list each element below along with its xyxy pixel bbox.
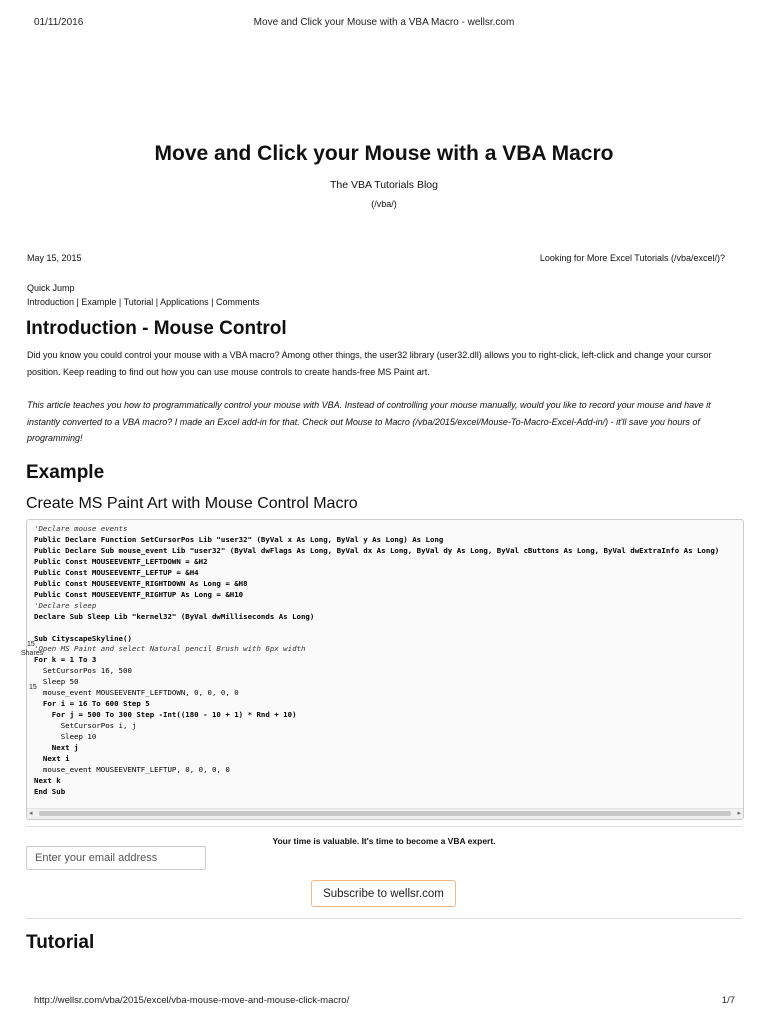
newsletter-tagline: Your time is valuable. It's time to become a VBA expert. (272, 836, 496, 846)
code-block[interactable] (26, 519, 744, 820)
intro-italic-paragraph: This article teaches you how to programmatically control your mouse with VBA. Instead of controlling your mouse manually, would you like to record your mouse and have it instantly converted to a VBA macro? I made an Excel add-in for that. Check out Mouse to Macro (/vba/2015/excel/Mouse-To-Macro-Excel-Add-in/) - it'll save you hours of programming! (27, 400, 711, 443)
quick-jump-separator: | (153, 297, 161, 307)
scrollbar-thumb[interactable] (39, 811, 731, 816)
code-line: For j = 500 To 300 Step -Int((180 - 10 + 1) * Rnd + 10) (34, 710, 297, 720)
code-line: Next i (34, 754, 70, 764)
share-count: 15 (27, 641, 35, 648)
quick-jump-label: Quick Jump (27, 283, 75, 293)
code-line: mouse_event MOUSEEVENTF_LEFTUP, 0, 0, 0, 0 (34, 764, 230, 774)
post-date: May 15, 2015 (27, 253, 82, 263)
code-line: Public Const MOUSEEVENTF_LEFTDOWN = &H2 (34, 556, 208, 566)
quick-jump-applications[interactable]: Applications (160, 297, 209, 307)
quick-jump-nav (27, 297, 260, 307)
code-line: 'Open MS Paint and select Natural pencil Brush with 6px width (34, 644, 306, 654)
quick-jump-comments[interactable]: Comments (215, 297, 260, 307)
code-line: Public Declare Function SetCursorPos Lib "user32" (ByVal x As Long, ByVal y As Long) As Long (34, 534, 444, 544)
print-date: 01/11/2016 (34, 17, 84, 28)
code-line: Sub CityscapeSkyline() (34, 633, 132, 643)
scroll-left-icon[interactable]: ◂ (29, 810, 33, 817)
code-line: SetCursorPos i, j (34, 721, 137, 731)
code-line: End Sub (34, 786, 66, 796)
code-text[interactable] (34, 524, 719, 798)
blog-name[interactable]: The VBA Tutorials Blog (330, 179, 438, 191)
example-heading: Example (26, 462, 105, 483)
email-input[interactable] (26, 846, 206, 870)
code-line: 'Declare mouse events (34, 524, 128, 533)
example-subheading: Create MS Paint Art with Mouse Control Macro (26, 495, 358, 512)
quick-jump-separator: | (116, 297, 124, 307)
quick-jump-separator: | (208, 297, 216, 307)
code-line: Sleep 50 (34, 677, 79, 687)
code-line: Declare Sub Sleep Lib "kernel32" (ByVal dwMilliseconds As Long) (34, 611, 315, 621)
tutorial-heading: Tutorial (26, 932, 95, 953)
print-url: http://wellsr.com/vba/2015/excel/vba-mouse-move-and-mouse-click-macro/ (34, 995, 350, 1006)
intro-heading: Introduction - Mouse Control (26, 318, 287, 339)
intro-paragraph: Did you know you could control your mouse with a VBA macro? Among other things, the user32 library (user32.dll) allows you to right-click, left-click and change your cursor position. Keep reading to find out how you can use mouse controls to create hands-free MS Paint art. (27, 350, 712, 377)
subscribe-button[interactable]: Subscribe to wellsr.com (311, 880, 456, 907)
code-line: For i = 16 To 600 Step 5 (34, 699, 150, 709)
code-line: Next j (34, 743, 79, 753)
divider (26, 918, 742, 919)
code-line: 'Declare sleep (34, 600, 97, 610)
quick-jump-separator: | (74, 297, 82, 307)
quick-jump-introduction[interactable]: Introduction (27, 297, 75, 307)
code-line: Sleep 10 (34, 732, 97, 742)
code-line: mouse_event MOUSEEVENTF_LEFTDOWN, 0, 0, 0, 0 (34, 688, 239, 698)
code-line: Next k (34, 775, 61, 785)
code-line: For k = 1 To 3 (34, 655, 97, 665)
share-label[interactable]: Shares (21, 650, 44, 657)
horizontal-scrollbar[interactable] (27, 808, 743, 819)
blog-link[interactable]: (/vba/) (371, 199, 397, 209)
code-line: Public Declare Sub mouse_event Lib "user32" (ByVal dwFlags As Long, ByVal dx As Long, ByVal dy As Long, ByVal cButtons As Long, ByVal dwExtraInfo As Long) (34, 545, 720, 555)
divider (26, 826, 742, 827)
share-count-secondary: 15 (29, 684, 37, 691)
code-line: SetCursorPos 16, 500 (34, 666, 132, 676)
quick-jump-example[interactable]: Example (81, 297, 117, 307)
print-title: Move and Click your Mouse with a VBA Macro - wellsr.com (253, 17, 515, 28)
page-title: Move and Click your Mouse with a VBA Macro (154, 142, 614, 165)
print-page-number: 1/7 (721, 995, 735, 1006)
code-line: Public Const MOUSEEVENTF_LEFTUP = &H4 (34, 567, 199, 577)
scroll-right-icon[interactable]: ▸ (737, 810, 741, 817)
code-line: Public Const MOUSEEVENTF_RIGHTDOWN As Long = &H8 (34, 578, 248, 588)
more-tutorials-link[interactable]: Looking for More Excel Tutorials (/vba/excel/)? (539, 253, 725, 263)
quick-jump-tutorial[interactable]: Tutorial (123, 297, 154, 307)
code-line: Public Const MOUSEEVENTF_RIGHTUP As Long = &H10 (34, 589, 244, 599)
